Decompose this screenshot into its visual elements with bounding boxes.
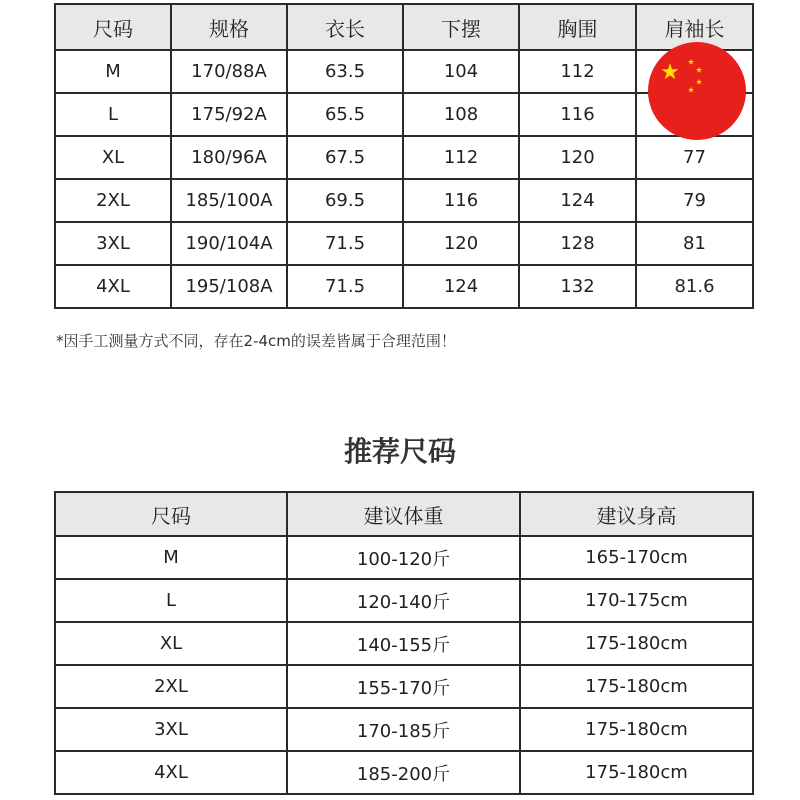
cell-length: 69.5 [287, 179, 403, 222]
cell-spec: 195/108A [171, 265, 287, 308]
header-length: 衣长 [287, 4, 403, 50]
cell-size: 4XL [55, 751, 287, 794]
header-weight: 建议体重 [287, 492, 520, 536]
table-row [55, 622, 753, 665]
cell-hem: 120 [403, 222, 519, 265]
cell-height: 175-180cm [520, 751, 753, 794]
cell-size: 2XL [55, 179, 171, 222]
cell-height: 165-170cm [520, 536, 753, 579]
cell-hem: 112 [403, 136, 519, 179]
size-chart-table [54, 3, 754, 309]
cell-length: 67.5 [287, 136, 403, 179]
cell-hem: 116 [403, 179, 519, 222]
cell-size: 3XL [55, 708, 287, 751]
cell-spec: 175/92A [171, 93, 287, 136]
cell-hem: 108 [403, 93, 519, 136]
measurement-footnote: *因手工测量方式不同，存在2-4cm的误差皆属于合理范围！ [56, 332, 456, 350]
cell-spec: 190/104A [171, 222, 287, 265]
cell-height: 175-180cm [520, 708, 753, 751]
table-row [55, 222, 753, 265]
cell-chest: 112 [519, 50, 636, 93]
cell-hem: 124 [403, 265, 519, 308]
header-size: 尺码 [55, 4, 171, 50]
header-size: 尺码 [55, 492, 287, 536]
cell-weight: 140-155斤 [287, 622, 520, 665]
cell-sleeve: 81 [636, 222, 753, 265]
cell-size: M [55, 50, 171, 93]
header-spec: 规格 [171, 4, 287, 50]
cell-spec: 185/100A [171, 179, 287, 222]
cell-chest: 120 [519, 136, 636, 179]
cell-sleeve: 79 [636, 179, 753, 222]
cell-weight: 185-200斤 [287, 751, 520, 794]
cell-hem: 104 [403, 50, 519, 93]
table-row [55, 265, 753, 308]
cell-weight: 170-185斤 [287, 708, 520, 751]
header-sleeve: 肩袖长 [636, 4, 753, 50]
header-height: 建议身高 [520, 492, 753, 536]
cell-length: 65.5 [287, 93, 403, 136]
cell-size: XL [55, 136, 171, 179]
recommend-header-row [55, 492, 753, 536]
cell-size: XL [55, 622, 287, 665]
table-row [55, 708, 753, 751]
table-row [55, 579, 753, 622]
cell-height: 170-175cm [520, 579, 753, 622]
cell-size: L [55, 93, 171, 136]
cell-chest: 132 [519, 265, 636, 308]
table-row [55, 179, 753, 222]
cell-sleeve: 81.6 [636, 265, 753, 308]
cell-spec: 170/88A [171, 50, 287, 93]
cell-length: 63.5 [287, 50, 403, 93]
header-chest: 胸围 [519, 4, 636, 50]
cell-size: 4XL [55, 265, 171, 308]
size-chart-header-row [55, 4, 753, 50]
cell-height: 175-180cm [520, 665, 753, 708]
cell-weight: 100-120斤 [287, 536, 520, 579]
cell-chest: 128 [519, 222, 636, 265]
table-row [55, 665, 753, 708]
cell-size: L [55, 579, 287, 622]
cell-size: 2XL [55, 665, 287, 708]
cell-weight: 155-170斤 [287, 665, 520, 708]
cell-weight: 120-140斤 [287, 579, 520, 622]
table-row [55, 536, 753, 579]
table-row [55, 751, 753, 794]
cell-spec: 180/96A [171, 136, 287, 179]
cell-height: 175-180cm [520, 622, 753, 665]
cell-length: 71.5 [287, 222, 403, 265]
cell-chest: 116 [519, 93, 636, 136]
recommended-size-table [54, 491, 754, 795]
table-row [55, 136, 753, 179]
recommended-size-title: 推荐尺码 [343, 435, 456, 468]
cell-size: M [55, 536, 287, 579]
china-flag-icon [648, 42, 746, 140]
cell-chest: 124 [519, 179, 636, 222]
cell-sleeve: 77 [636, 136, 753, 179]
header-hem: 下摆 [403, 4, 519, 50]
cell-length: 71.5 [287, 265, 403, 308]
cell-size: 3XL [55, 222, 171, 265]
